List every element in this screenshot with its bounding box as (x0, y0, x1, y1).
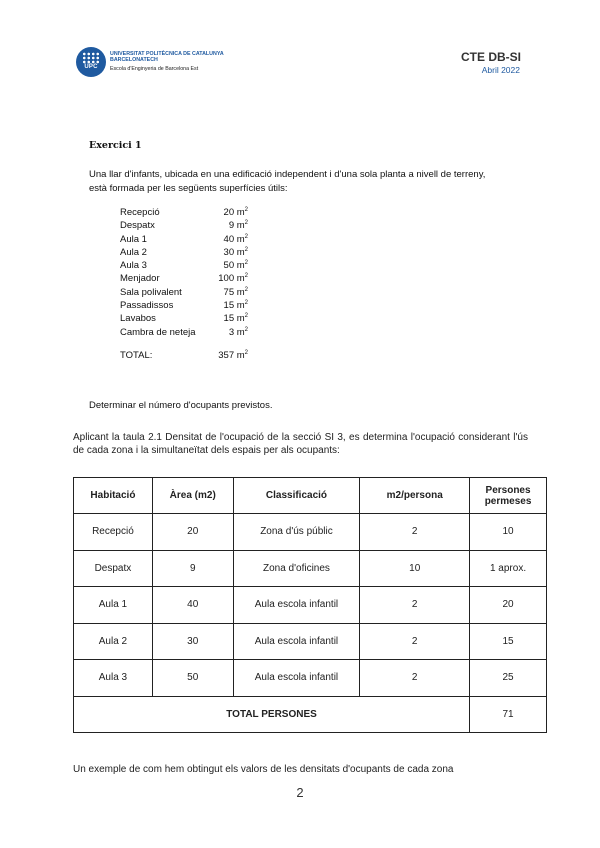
surface-value (120, 234, 248, 245)
table-header: m2/persona (360, 478, 470, 514)
surface-name: Aula 1 (120, 233, 147, 245)
surface-unit-exponent: 2 (244, 246, 248, 253)
table-total-row (74, 696, 547, 733)
university-line1: UNIVERSITAT POLITÈCNICA DE CATALUNYA (110, 51, 224, 57)
table-cell: Zona d'ús públic (233, 514, 360, 551)
logo-dots-icon (82, 52, 100, 64)
surface-value-text: 50 m (223, 260, 245, 272)
surface-total-row (120, 350, 320, 363)
table-cell: Aula escola infantil (233, 660, 360, 697)
table-cell: Recepció (74, 514, 153, 551)
surface-row (120, 207, 320, 220)
surface-unit-exponent: 2 (244, 286, 248, 293)
surface-value (120, 287, 248, 298)
exercise-intro: Una llar d'infants, ubicada en una edificació independent i d'una sola planta a nivell de terreny, està formada per les següents superfícies útils: (89, 169, 486, 194)
table-row (74, 660, 547, 697)
page-number: 2 (296, 785, 304, 800)
exercise-question: Determinar el número d'ocupants previstos. (89, 400, 273, 411)
surface-value (120, 220, 248, 231)
table-cell: 10 (360, 550, 470, 587)
surface-row (120, 260, 320, 273)
table-cell: 2 (360, 660, 470, 697)
table-row (74, 623, 547, 660)
surface-value (120, 327, 248, 338)
surface-value (120, 247, 248, 258)
table-cell: 2 (360, 623, 470, 660)
table-cell: 10 (470, 514, 547, 551)
table-cell: Aula 3 (74, 660, 153, 697)
surface-name: Despatx (120, 220, 155, 232)
total-value: 71 (470, 696, 547, 733)
surface-row (120, 247, 320, 260)
surface-value-text: 30 m (223, 247, 245, 259)
surface-name: Cambra de neteja (120, 326, 196, 338)
exercise-title: Exercici 1 (89, 140, 142, 151)
total-label: TOTAL PERSONES (74, 696, 470, 733)
table-cell: 15 (470, 623, 547, 660)
surface-value (120, 207, 248, 218)
surface-value-text: 3 m (228, 326, 245, 338)
table-cell: Aula escola infantil (233, 587, 360, 624)
table-cell: Aula 2 (74, 623, 153, 660)
surface-unit-exponent: 2 (244, 260, 248, 267)
solution-note: Un exemple de com hem obtingut els valors de les densitats d'ocupants de cada zona (73, 764, 454, 775)
surface-name: Aula 3 (120, 260, 147, 272)
table-header: Àrea (m2) (152, 478, 233, 514)
surface-value-text: 20 m (223, 207, 245, 219)
surface-row (120, 234, 320, 247)
table-row (74, 587, 547, 624)
surface-gap (120, 340, 320, 350)
table-cell: 40 (152, 587, 233, 624)
surface-value (120, 313, 248, 324)
table-cell: 50 (152, 660, 233, 697)
surface-value-text: 100 m (218, 273, 245, 285)
table-cell: 20 (470, 587, 547, 624)
surface-unit-exponent: 2 (244, 300, 248, 307)
surface-unit-exponent: 2 (244, 273, 248, 280)
table-row (74, 550, 547, 587)
surface-name: Lavabos (120, 313, 156, 325)
table-header: Classificació (233, 478, 360, 514)
surface-name: Recepció (120, 207, 160, 218)
surface-row (120, 300, 320, 313)
table-cell: 9 (152, 550, 233, 587)
surfaces-list (120, 207, 320, 363)
table-cell: Zona d'oficines (233, 550, 360, 587)
table-header: Habitació (74, 478, 153, 514)
surface-row (120, 273, 320, 286)
table-header: Persones permeses (470, 478, 547, 514)
university-name (110, 51, 240, 63)
table-cell: Aula 1 (74, 587, 153, 624)
surface-row (120, 287, 320, 300)
school-name: Escola d'Enginyeria de Barcelona Est (110, 66, 199, 72)
surface-unit-exponent: 2 (244, 220, 248, 227)
table-cell: 25 (470, 660, 547, 697)
table-row (74, 514, 547, 551)
surface-unit-exponent: 2 (244, 313, 248, 320)
surface-value (120, 273, 248, 284)
surface-value-text: 75 m (223, 286, 245, 298)
surface-name: Menjador (120, 273, 160, 285)
surface-value-text: 9 m (228, 220, 245, 232)
surface-value-text: 357 m (218, 350, 245, 362)
surface-unit-exponent: 2 (244, 326, 248, 333)
surface-row (120, 313, 320, 326)
surface-value-text: 15 m (223, 313, 245, 325)
surface-value (120, 300, 248, 311)
occupancy-table (73, 477, 547, 733)
surface-value (120, 350, 248, 361)
logo-text: UPC (84, 64, 98, 70)
surface-value (120, 260, 248, 271)
surface-unit-exponent: 2 (244, 233, 248, 240)
table-cell: Despatx (74, 550, 153, 587)
solution-paragraph: Aplicant la taula 2.1 Densitat de l'ocupació de la secció SI 3, es determina l'ocupació considerant l'ús de cada zona i la simultaneïtat dels espais per als ocupants: (73, 432, 528, 456)
table-cell: 2 (360, 514, 470, 551)
surface-name: TOTAL: (120, 349, 153, 361)
surface-row (120, 327, 320, 340)
surface-unit-exponent: 2 (244, 207, 248, 213)
surface-name: Sala polivalent (120, 286, 182, 298)
table-cell: 20 (152, 514, 233, 551)
surface-unit-exponent: 2 (244, 349, 248, 356)
table-header-row (74, 478, 547, 514)
doc-code: CTE DB-SI (461, 50, 521, 64)
doc-date: Abril 2022 (481, 65, 520, 75)
table-cell: 1 aprox. (470, 550, 547, 587)
surface-value-text: 15 m (223, 300, 245, 312)
surface-name: Aula 2 (120, 246, 147, 258)
surface-row (120, 220, 320, 233)
table-cell: 30 (152, 623, 233, 660)
surface-name: Passadissos (120, 300, 174, 312)
table-cell: Aula escola infantil (233, 623, 360, 660)
university-line2: BARCELONATECH (110, 57, 158, 63)
table-cell: 2 (360, 587, 470, 624)
surface-value-text: 40 m (223, 233, 245, 245)
upc-logo (76, 47, 106, 77)
